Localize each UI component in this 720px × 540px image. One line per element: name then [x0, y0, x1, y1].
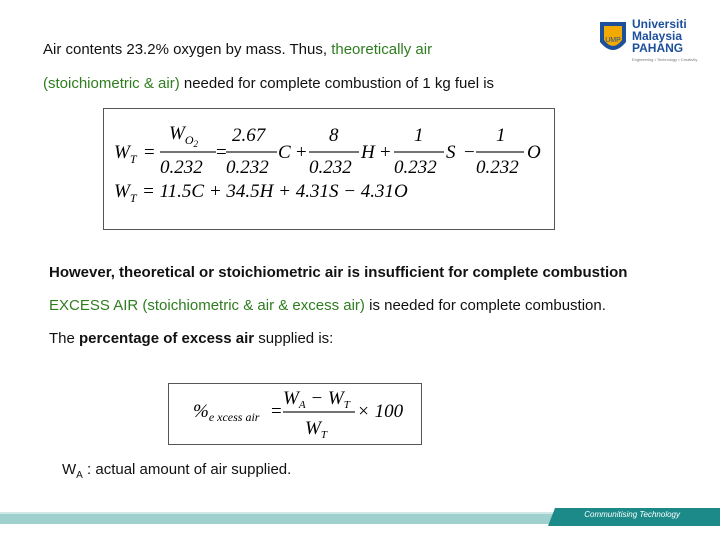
- eq1-f2-num: 2.67: [232, 125, 266, 146]
- note-actual-air: [62, 461, 291, 481]
- eq1-v2: C: [278, 142, 291, 163]
- eq1-f4-den: 0.232: [394, 157, 437, 178]
- eq1-f1-num: $W_O2$: [169, 123, 198, 149]
- eq1-f5-den: 0.232: [476, 157, 519, 178]
- logo-line-1: Universiti: [632, 17, 687, 31]
- eq1-f5-num: 1: [496, 125, 506, 146]
- statement-insufficient: However, theoretical or stoichiometric air is insufficient for complete combustion: [49, 264, 628, 281]
- eq1-f2-den: 0.232: [226, 157, 269, 178]
- logo-line-3: PAHANG: [632, 41, 684, 55]
- intro-line-2: [43, 75, 494, 92]
- intro-text-1: Air contents 23.2% oxygen by mass. Thus,: [43, 41, 332, 58]
- eq2-numerator: $W_A - W_T$: [283, 388, 350, 411]
- eq1-f4-num: 1: [414, 125, 424, 146]
- statement-percentage-text-1: The: [49, 330, 80, 347]
- eq1-row2-lhs: $W_T$: [114, 181, 137, 205]
- statement-excess-air: [49, 297, 606, 314]
- equation-box-2: [168, 383, 422, 445]
- eq2-lhs: $\%_{e xcess air}$: [193, 401, 260, 424]
- intro-highlight-1: theoretically air: [331, 41, 433, 58]
- statement-percentage: [49, 330, 333, 347]
- shield-icon: [598, 20, 628, 60]
- intro-text-2: needed for complete combustion of 1 kg fuel is: [179, 75, 495, 92]
- svg-text:UMP: UMP: [605, 37, 621, 44]
- eq1-f3-num: 8: [329, 125, 339, 146]
- eq2-tail: × 100: [357, 401, 404, 422]
- eq1-v4: S: [446, 142, 456, 163]
- eq1-lhs: $W_T$: [114, 142, 137, 166]
- footer-tagline: Communitising Technology: [584, 510, 680, 519]
- eq1-f1-den: 0.232: [160, 157, 203, 178]
- eq1-row2: = 11.5C + 34.5H + 4.31S − 4.31O: [142, 181, 408, 202]
- note-subscript: A: [76, 470, 83, 481]
- logo-wordmark: [632, 18, 697, 66]
- logo-tagline: Engineering • Technology • Creativity: [632, 57, 698, 62]
- statement-percentage-bold: percentage of excess air: [79, 330, 255, 347]
- intro-highlight-2: (stoichiometric & air): [43, 75, 180, 92]
- eq1-equals-2: =: [216, 142, 227, 163]
- statement-excess-air-rest: is needed for complete combustion.: [364, 297, 606, 314]
- eq1-equals: =: [144, 142, 155, 163]
- eq1-v3: H: [361, 142, 375, 163]
- eq2-denominator: $W_T$: [305, 418, 327, 441]
- logo-line-2: Malaysia: [632, 29, 683, 43]
- equation-excess-air: [169, 384, 421, 444]
- note-symbol: W: [62, 461, 77, 478]
- eq1-plus-1: +: [296, 142, 307, 163]
- eq1-v5: O: [527, 142, 541, 163]
- footer-mid-stripe: [0, 514, 560, 524]
- intro-line-1: [43, 41, 432, 58]
- eq1-plus-2: +: [380, 142, 391, 163]
- note-text: : actual amount of air supplied.: [82, 461, 292, 478]
- equation-box-1: [103, 108, 555, 230]
- statement-percentage-text-2: supplied is:: [254, 330, 334, 347]
- equation-theoretical-air: [104, 109, 554, 229]
- eq1-minus: −: [464, 142, 475, 163]
- eq2-equals: =: [271, 401, 282, 422]
- eq1-f3-den: 0.232: [309, 157, 352, 178]
- statement-excess-air-highlight: EXCESS AIR (stoichiometric & air & excess air): [49, 297, 365, 314]
